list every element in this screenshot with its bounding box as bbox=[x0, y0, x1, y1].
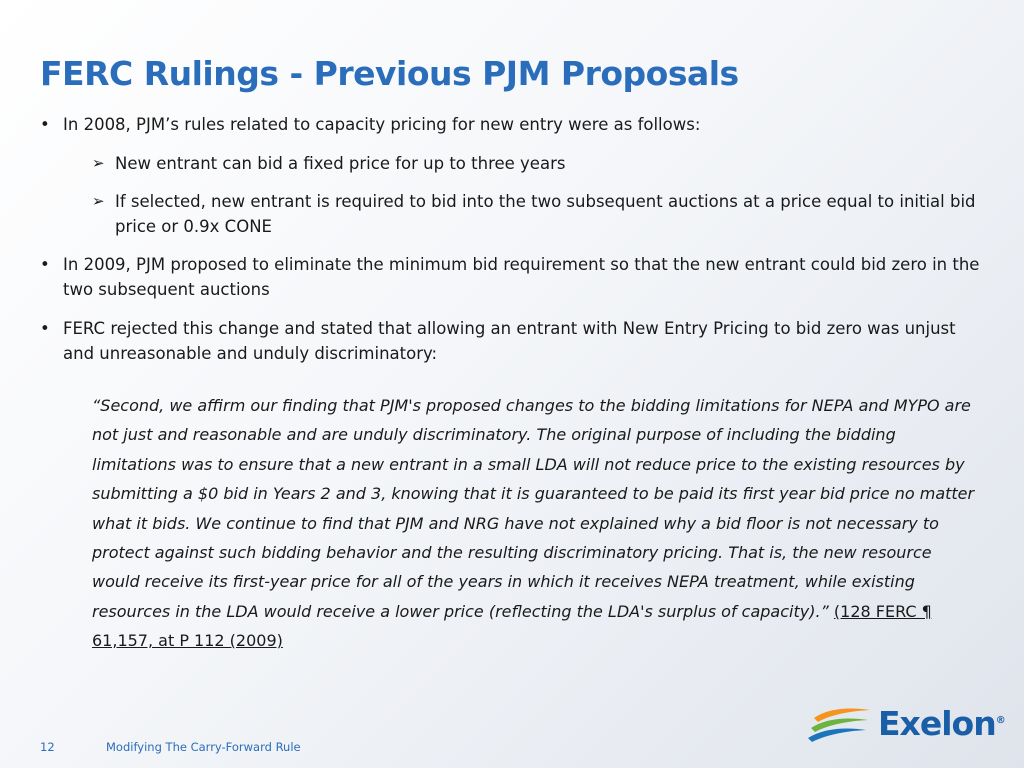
bullet-ferc-rejected bbox=[40, 316, 980, 366]
bullet-2008-rules bbox=[40, 112, 980, 137]
slide-title: FERC Rulings - Previous PJM Proposals bbox=[40, 54, 739, 93]
bullet-text: In 2009, PJM proposed to eliminate the minimum bid requirement so that the new entrant could bid zero in the two subsequent auctions bbox=[63, 255, 980, 299]
page-number: 12 bbox=[40, 740, 55, 754]
quote-citation: (128 FERC ¶ 61,157, at P 112 (2009) bbox=[92, 601, 932, 651]
exelon-swoosh-icon bbox=[808, 704, 872, 744]
subbullet-fixed-price bbox=[40, 151, 980, 176]
arrow-bullet-icon: ➢ bbox=[92, 192, 105, 210]
bullet-icon: • bbox=[40, 319, 50, 338]
subbullet-text: If selected, new entrant is required to bid into the two subsequent auctions at a price equal to initial bid price or 0.9x CONE bbox=[115, 192, 976, 236]
logo-wordmark bbox=[878, 704, 1006, 743]
slide-content bbox=[40, 112, 980, 656]
logo-name: Exelon bbox=[878, 704, 996, 743]
exelon-logo bbox=[808, 702, 1006, 746]
logo-registered-mark: ® bbox=[995, 715, 1006, 726]
bullet-icon: • bbox=[40, 115, 50, 134]
subbullet-subsequent-auctions bbox=[40, 189, 980, 239]
bullet-icon: • bbox=[40, 255, 50, 274]
quote-text: “Second, we affirm our finding that PJM's proposed changes to the bidding limitations for NEPA and MYPO are not just and reasonable and are unduly discriminatory. The original purpose of including the bidding limitations was to ensure that a new entrant in a small LDA will not reduce price to the existing resources by submitting a $0 bid in Years 2 and 3, knowing that it is guaranteed to be paid its first year bid price no matter what it bids. We continue to find that PJM and NRG have not explained why a bid floor is not necessary to protect against such bidding behavior and the resulting discriminatory pricing. That is, the new resource would receive its first-year price for all of the years in which it receives NEPA treatment, while existing resources in the LDA would receive a lower price (reflecting the LDA's surplus of capacity).” bbox=[92, 396, 975, 621]
bullet-text: FERC rejected this change and stated that allowing an entrant with New Entry Pricing to bid zero was unjust and unreasonable and unduly discriminatory: bbox=[63, 319, 956, 363]
subbullet-text: New entrant can bid a fixed price for up to three years bbox=[115, 154, 566, 173]
arrow-bullet-icon: ➢ bbox=[92, 154, 105, 172]
bullet-2009-proposal bbox=[40, 252, 980, 302]
footer-title: Modifying The Carry-Forward Rule bbox=[106, 740, 301, 754]
ferc-quote bbox=[40, 391, 980, 656]
bullet-text: In 2008, PJM’s rules related to capacity pricing for new entry were as follows: bbox=[63, 115, 701, 134]
